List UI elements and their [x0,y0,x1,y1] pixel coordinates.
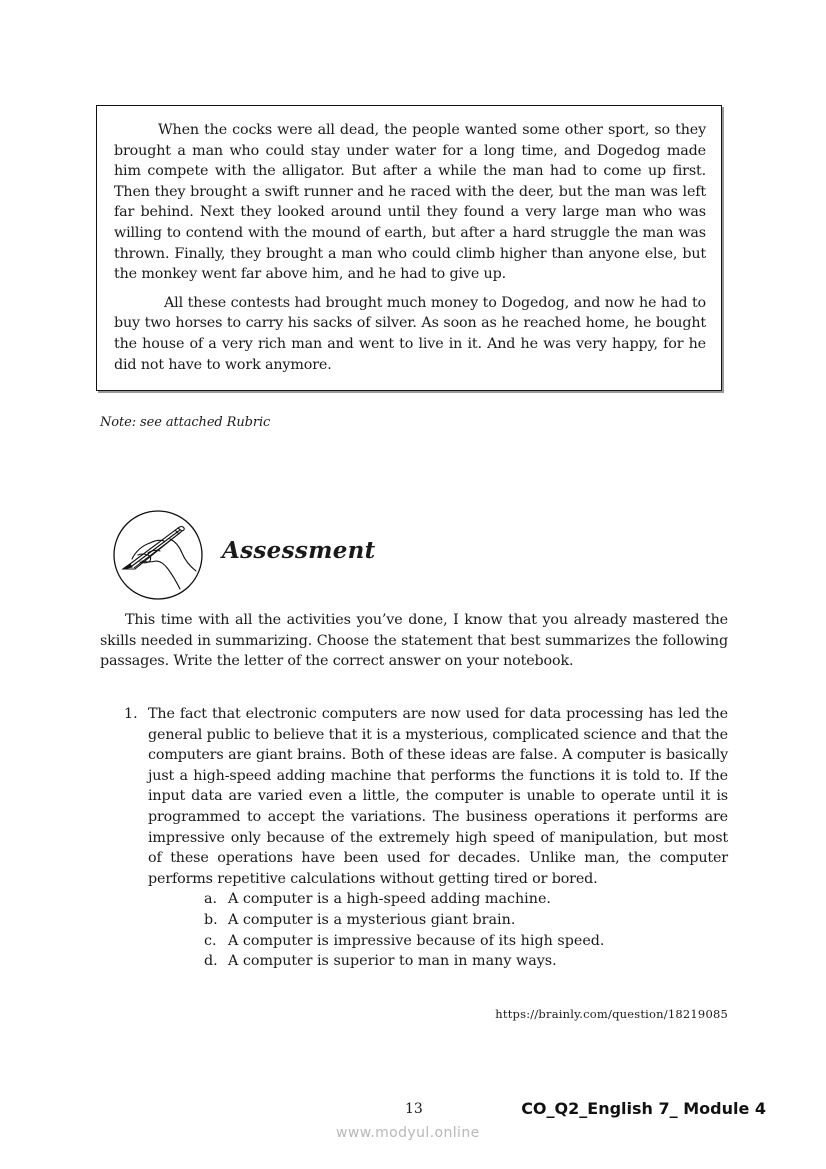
choice-letter: a. [204,891,218,908]
choice-letter: b. [204,911,218,928]
assessment-instructions: This time with all the activities you’ve done, I know that you already mastered the skills needed in summarizing. Choose the statement that best summarizes the following passages. Write the letter of the correct answer on your notebook. [100,612,728,670]
question-passage: The fact that electronic computers are now used for data processing has led the general public to believe that it is a mysterious, complicated science and that the computers are giant brains. Both of these ideas are false. A computer is basically just a high-speed adding machine that performs the functions it is told to. If the input data are varied even a little, the computer is unable to operate until it is programmed to accept the variations. The business operations it performs are impressive only because of the extremely high speed of manipulation, but most of these operations have been used for decades. Unlike man, the computer performs repetitive calculations without getting tired or bored. [148,706,728,887]
choice-letter: d. [204,953,218,970]
story-paragraph: All these contests had brought much money to Dogedog, and now he had to buy two horses to carry his sacks of silver. As soon as he reached home, he bought the house of a very rich man and went to live in it. And he was very happy, for he did not have to work anymore. [114,294,706,373]
answer-choices [124,889,728,971]
choice-letter: c. [204,932,217,949]
question-item [124,704,728,972]
watermark: www.modyul.online [336,1125,480,1141]
module-code: CO_Q2_English 7_ Module 4 [521,1099,766,1118]
choice-text: A computer is a high-speed adding machine. [228,891,551,908]
question-number: 1. [124,706,138,722]
page-number: 13 [405,1101,423,1117]
rubric-note: Note: see attached Rubric [100,415,271,430]
choice-text: A computer is a mysterious giant brain. [228,911,516,928]
hand-writing-pencil-icon [112,509,204,601]
story-excerpt-box [96,105,722,391]
answer-choice [204,889,728,910]
choice-text: A computer is impressive because of its high speed. [228,932,605,949]
answer-choice [204,931,728,952]
choice-text: A computer is superior to man in many ways. [228,953,557,970]
story-paragraph: When the cocks were all dead, the people wanted some other sport, so they brought a man who could stay under water for a long time, and Dogedog made him compete with the alligator. But after a while the man had to come up first. Then they brought a swift runner and he raced with the deer, but the man was left far behind. Next they looked around until they found a very large man who was willing to contend with the mound of earth, but after a hard struggle the man was thrown. Finally, they brought a man who could climb higher than anyone else, but the monkey went far above him, and he had to give up. [114,122,706,283]
source-citation: https://brainly.com/question/18219085 [495,1007,728,1021]
section-title-assessment: Assessment [222,537,376,564]
answer-choice [204,910,728,931]
answer-choice [204,951,728,972]
